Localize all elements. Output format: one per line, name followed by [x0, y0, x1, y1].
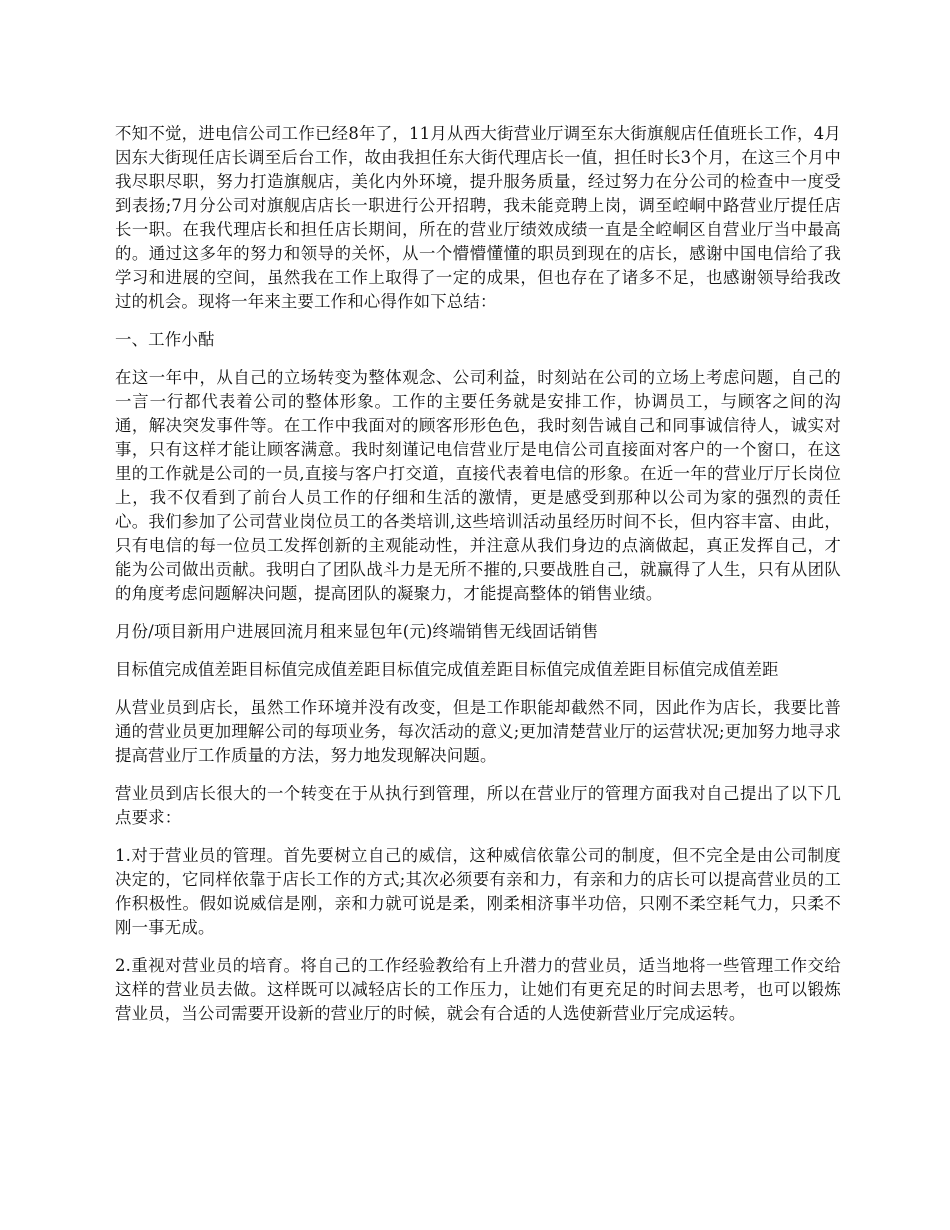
section-heading: 一、工作小酤 — [115, 330, 215, 349]
staff-training-paragraph: 2.重视对营业员的培育。将自己的工作经验教给有上升潜力的营业员，适当地将一些管理工作交给这样的营业员去做。这样既可以减轻店长的工作压力，让她们有更充足的时间去思考，也可以锻炼营业员，当公司需要开设新的营业厅的时候，就会有合适的人选使新营业厅完成运转。 — [115, 956, 841, 1023]
table-subheader-line: 目标值完成值差距目标值完成值差距目标值完成值差距目标值完成值差距目标值完成值差距 — [115, 660, 779, 679]
management-intro-paragraph: 营业员到店长很大的一个转变在于从执行到管理，所以在营业厅的管理方面我对自己提出了以下几点要求： — [115, 784, 841, 827]
document-page — [115, 122, 841, 1040]
work-summary-paragraph: 在这一年中，从自己的立场转变为整体观念、公司利益，时刻站在公司的立场上考虑问题，自己的一言一行都代表着公司的整体形象。工作的主要任务就是安排工作，协调员工，与顾客之间的沟通，解决突发事件等。在工作中我面对的顾客形形色色，我时刻告诫自己和同事诚信待人，诚实对事，只有这样才能让顾客满意。我时刻谨记电信营业厅是电信公司直接面对客户的一个窗口，在这里的工作就是公司的一员,直接与客户打交道，直接代表着电信的形象。在近一年的营业厅厅长岗位上，我不仅看到了前台人员工作的仔细和生活的激情，更是感受到那种以公司为家的强烈的责任心。我们参加了公司营业岗位员工的各类培训,这些培训活动虽经历时间不长，但内容丰富、由此，只有电信的每一位员工发挥创新的主观能动性，并注意从我们身边的点滴做起，真正发挥自己，才能为公司做出贡献。我明白了团队战斗力是无所不摧的,只要战胜自己，就赢得了人生，只有从团队的角度考虑问题解决问题，提高团队的凝聚力，才能提高整体的销售业绩。 — [115, 368, 841, 603]
role-change-paragraph: 从营业员到店长，虽然工作环境并没有改变，但是工作职能却截然不同，因此作为店长，我要比普通的营业员更加理解公司的每项业务，每次活动的意义;更加清楚营业厅的运营状况;更加努力地寻求提高营业厅工作质量的方法，努力地发现解决问题。 — [115, 698, 841, 765]
table-header-line: 月份/项目新用户进展回流月租来显包年(元)终端销售无线固话销售 — [115, 622, 599, 641]
staff-management-paragraph: 1.对于营业员的管理。首先要树立自己的威信，这种威信依靠公司的制度，但不完全是由公司制度决定的，它同样依靠于店长工作的方式;其次必须要有亲和力，有亲和力的店长可以提高营业员的工作积极性。假如说威信是刚，亲和力就可说是柔，刚柔相济事半功倍，只刚不柔空耗气力，只柔不刚一事无成。 — [115, 846, 841, 937]
intro-paragraph: 不知不觉，进电信公司工作已经8年了，11月从西大街营业厅调至东大街旗舰店任值班长工作，4月因东大街现任店长调至后台工作，故由我担任东大街代理店长一值，担任时长3个月，在这三个月中我尽职尽职，努力打造旗舰店，美化内外环境，提升服务质量，经过努力在分公司的检查中一度受到表扬;7月分公司对旗舰店店长一职进行公开招聘，我未能竞聘上岗，调至崆峒中路营业厅提任店长一职。在我代理店长和担任店长期间，所在的营业厅绩效成绩一直是全崆峒区自营业厅当中最高的。通过这多年的努力和领导的关怀，从一个懵懵懂懂的职员到现在的店长，感谢中国电信给了我学习和进展的空间，虽然我在工作上取得了一定的成果，但也存在了诸多不足，也感谢领导给我改过的机会。现将一年来主要工作和心得作如下总结： — [115, 124, 841, 311]
